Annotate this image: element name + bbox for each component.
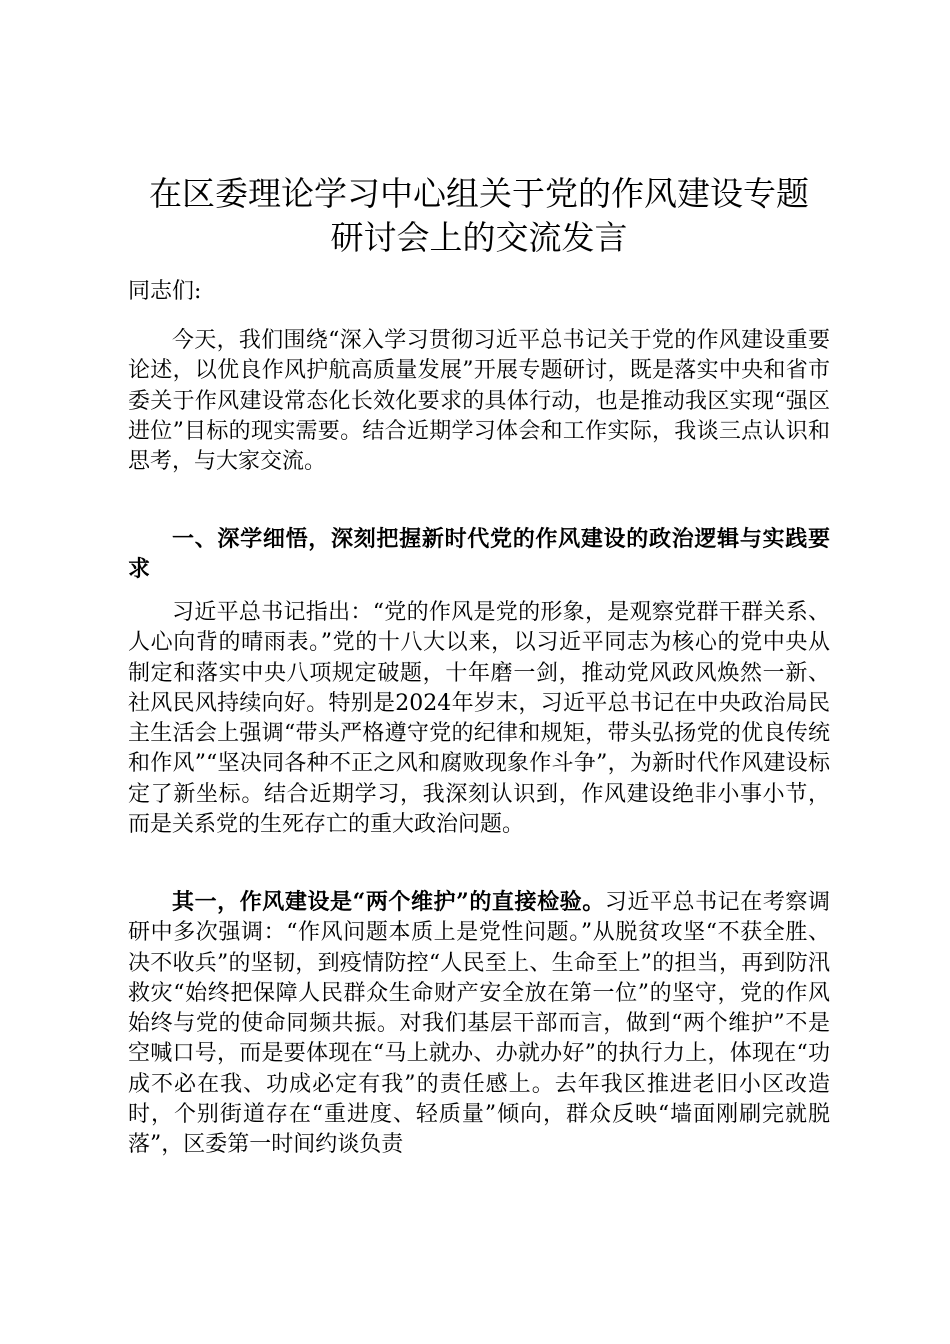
document-title [128,172,830,260]
point-1-body: 习近平总书记在考察调研中多次强调：“作风问题本质上是党性问题。”从脱贫攻坚“不获全胜、决不收兵”的坚韧，到疫情防控“人民至上、生命至上”的担当，再到防汛救灾“始终把保障人民群众生命财产安全放在第一位”的坚守，党的作风始终与党的使命同频共振。对我们基层干部而言，做到“两个维护”不是空喊口号，而是要体现在“马上就办、办就办好”的执行力上，体现在“功成不必在我、功成必定有我”的责任感上。去年我区推进老旧小区改造时，个别街道存在“重进度、轻质量”倾向，群众反映“墙面刚刷完就脱落”，区委第一时间约谈负责 [128,890,830,1158]
point-1-lead: 其一，作风建设是“两个维护”的直接检验。 [172,889,605,915]
section-1-heading: 一、深学细悟，深刻把握新时代党的作风建设的政治逻辑与实践要求 [128,526,830,582]
point-1-paragraph [128,887,830,1161]
salutation: 同志们: [128,279,202,304]
intro-paragraph: 今天，我们围绕“深入学习贯彻习近平总书记关于党的作风建设重要论述，以优良作风护航高质量发展”开展专题研讨，既是落实中央和省市委关于作风建设常态化长效化要求的具体行动，也是推动我区实现“强区进位”目标的现实需要。结合近期学习体会和工作实际，我谈三点认识和思考，与大家交流。 [128,328,830,475]
title-line-2: 研讨会上的交流发言 [330,218,628,257]
section-1-paragraph: 习近平总书记指出：“党的作风是党的形象，是观察党群干群关系、人心向背的晴雨表。”党的十八大以来，以习近平同志为核心的党中央从制定和落实中央八项规定破题，十年磨一剑，推动党风政风焕然一新、社风民风持续向好。特别是2024年岁末，习近平总书记在中央政治局民主生活会上强调“带头严格遵守党的纪律和规矩，带头弘扬党的优良传统和作风”“坚决同各种不正之风和腐败现象作斗争”，为新时代作风建设标定了新坐标。结合近期学习，我深刻认识到，作风建设绝非小事小节，而是关系党的生死存亡的重大政治问题。 [128,600,830,838]
title-line-1: 在区委理论学习中心组关于党的作风建设专题 [149,174,809,213]
